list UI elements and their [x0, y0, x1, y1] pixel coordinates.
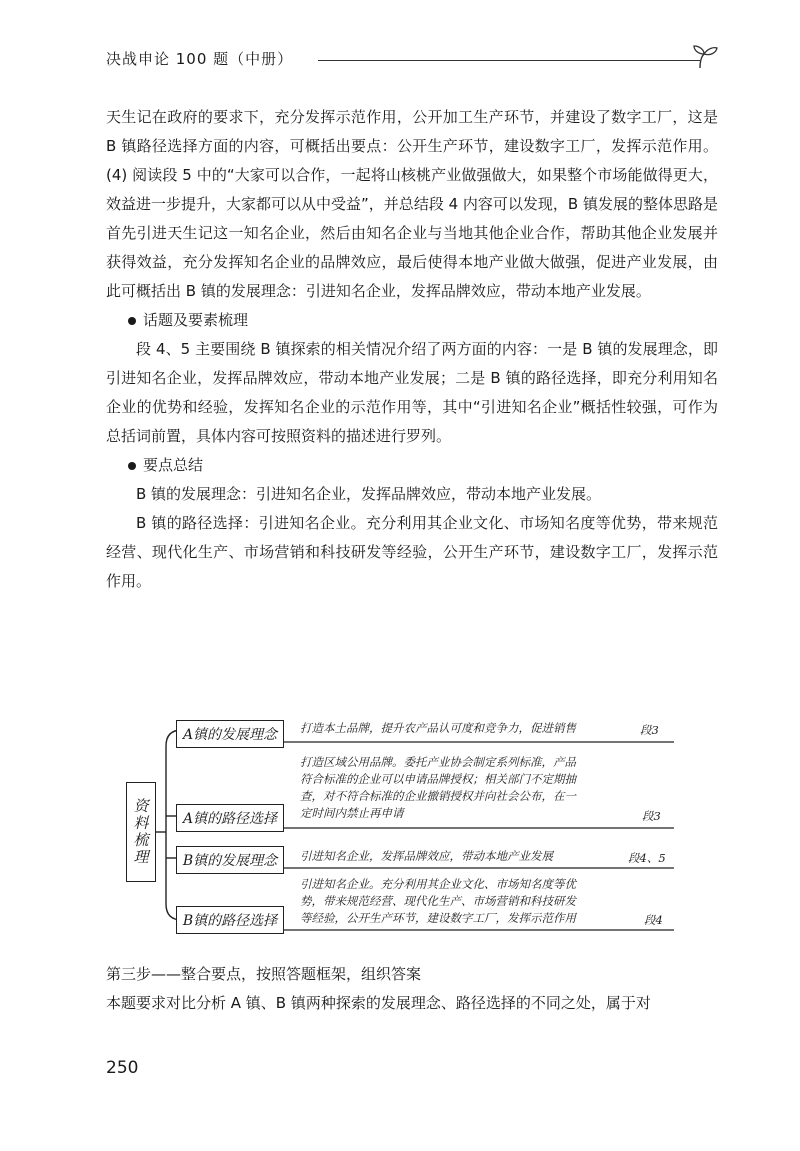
node-a-concept-ref: 段3 [640, 723, 659, 737]
page-number: 250 [106, 1058, 139, 1078]
desc-line: 查，对不符合标准的企业撤销授权并向社会公布，在一 [300, 789, 576, 803]
node-a-concept-desc [300, 720, 576, 737]
bullet-topic-label: 话题及要素梳理 [143, 311, 249, 329]
running-header [106, 44, 718, 74]
diagram-root: 资料梳理 [126, 782, 156, 882]
desc-line: 引进知名企业，发挥品牌效应，带动本地产业发展 [300, 849, 553, 863]
node-b-concept: B镇的发展理念 [176, 846, 284, 874]
paragraph-b-path: B 镇的路径选择：引进知名企业。充分利用其企业文化、市场知名度等优势，带来规范经营、现代化生产、市场营销和科技研发等经验，公开生产环节，建设数字工厂，发挥示范作用。 [106, 514, 718, 590]
bullet-dot-icon [128, 317, 136, 325]
desc-line: 等经验，公开生产环节，建设数字工厂，发挥示范作用 [300, 911, 576, 925]
step-three-text: 本题要求对比分析 A 镇、B 镇两种探索的发展理念、路径选择的不同之处，属于对 [106, 994, 651, 1012]
desc-line: 符合标准的企业可以申请品牌授权；相关部门不定期抽 [300, 772, 576, 786]
body-text [106, 103, 718, 596]
node-b-concept-ref: 段4、5 [628, 851, 666, 865]
node-b-path-ref: 段4 [644, 913, 663, 927]
desc-line: 定时间内禁止再申请 [300, 806, 404, 820]
desc-line: 势，带来规范经营、现代化生产、市场营销和科技研发 [300, 894, 576, 908]
node-a-path: A镇的路径选择 [176, 804, 284, 832]
paragraph-topic: 段 4、5 主要围绕 B 镇探索的相关情况介绍了两方面的内容：一是 B 镇的发展理念，即引进知名企业，发挥品牌效应，带动本地产业发展；二是 B 镇的路径选择，即充分利用知名企业的优势和经验，发挥知名企业的示范作用等，其中“引进知名企业”概括性较强，可作为总括词前置，具体内容可按照资料的描述进行罗列。 [106, 340, 718, 445]
bullet-topic [106, 306, 718, 335]
step-three-heading: 第三步——整合要点，按照答题框架，组织答案 [106, 965, 422, 983]
material-diagram [122, 708, 692, 948]
node-b-concept-desc [300, 848, 553, 865]
desc-line: 引进知名企业。充分利用其企业文化、市场知名度等优 [300, 877, 576, 891]
node-a-concept: A镇的发展理念 [176, 720, 284, 748]
desc-line: 打造区域公用品牌。委托产业协会制定系列标准，产品 [300, 755, 576, 769]
paragraph-b-concept: B 镇的发展理念：引进知名企业，发挥品牌效应，带动本地产业发展。 [136, 485, 602, 503]
node-b-path-desc [300, 876, 576, 927]
node-b-path: B镇的路径选择 [176, 906, 284, 934]
step-three-section [106, 960, 718, 1018]
node-a-path-ref: 段3 [642, 809, 661, 823]
bullet-summary [106, 451, 718, 480]
node-a-path-desc [300, 754, 576, 822]
bullet-summary-label: 要点总结 [143, 456, 204, 474]
header-rule [318, 60, 700, 61]
sprout-icon [690, 44, 720, 70]
bullet-dot-icon [128, 462, 136, 470]
desc-line: 打造本土品牌，提升农产品认可度和竞争力，促进销售 [300, 721, 576, 735]
paragraph-analysis: 天生记在政府的要求下，充分发挥示范作用，公开加工生产环节，并建设了数字工厂，这是 B 镇路径选择方面的内容，可概括出要点：公开生产环节，建设数字工厂，发挥示范作用。(4) 阅读段 5 中的“大家可以合作，一起将山核桃产业做强做大，如果整个市场能做得更大，效益进一步提升，大家都可以从中受益”，并总结段 4 内容可以发现，B 镇发展的整体思路是首先引进天生记这一知名企业，然后由知名企业与当地其他企业合作，帮助其他企业发展并获得效益，充分发挥知名企业的品牌效应，最后使得本地产业做大做强，促进产业发展，由此可概括出 B 镇的发展理念：引进知名企业，发挥品牌效应，带动本地产业发展。 [106, 108, 718, 300]
book-title: 决战申论 100 题（中册） [106, 50, 294, 68]
